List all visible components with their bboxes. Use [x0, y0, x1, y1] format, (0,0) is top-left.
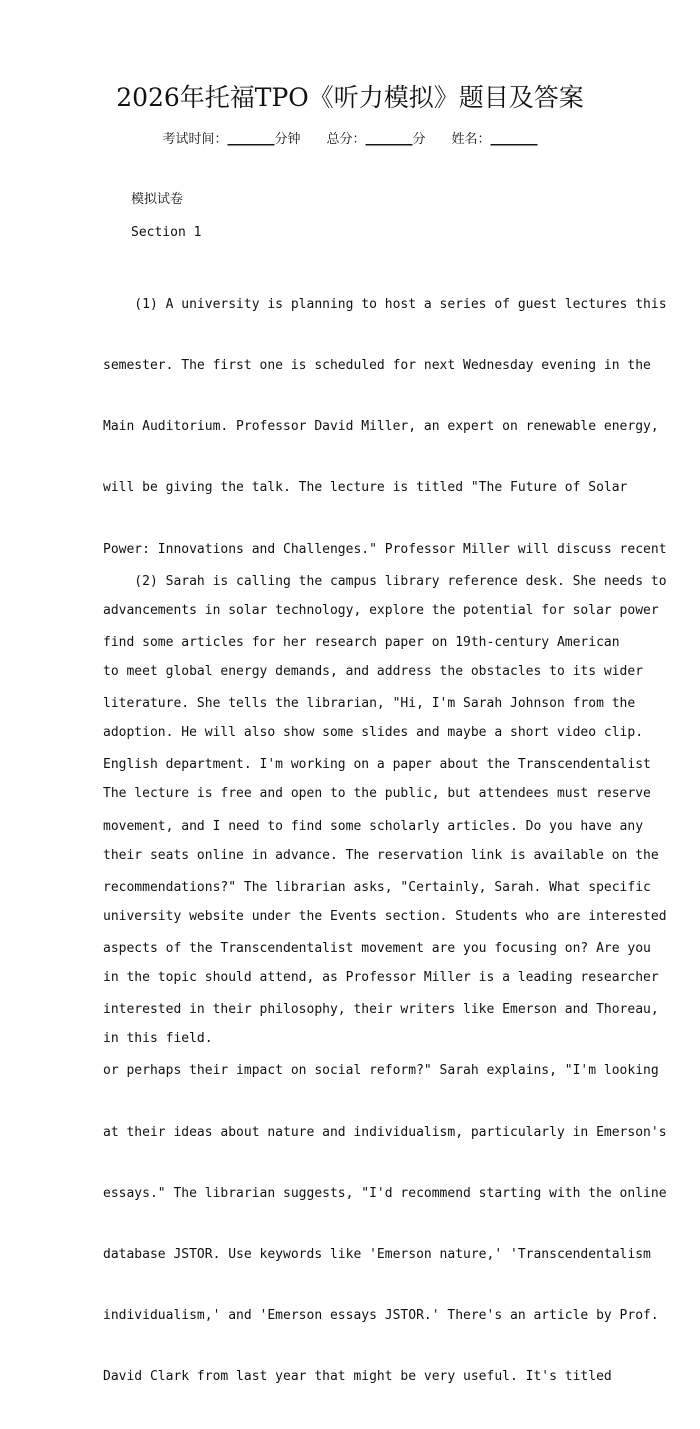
paragraph-line: to meet global energy demands, and address the obstacles to its wider: [103, 664, 644, 680]
paragraph-line: English department. I'm working on a paper about the Transcendentalist: [103, 757, 651, 773]
paragraph-line: their seats online in advance. The reservation link is available on the: [103, 847, 659, 863]
paragraph-line: The lecture is free and open to the public, but attendees must reserve: [103, 786, 651, 802]
document-title: 2026年托福TPO《听力模拟》题目及答案: [116, 83, 584, 112]
paragraph-line: movement, and I need to find some scholarly articles. Do you have any: [103, 818, 644, 834]
paragraph-line: in this field.: [103, 1031, 213, 1047]
section-heading: Section 1: [131, 225, 202, 240]
paragraph-line: find some articles for her research paper on 19th-century American: [103, 635, 620, 651]
paragraph-line: university website under the Events section. Students who are interested: [103, 908, 667, 924]
paragraph-line: recommendations?" The librarian asks, "Certainly, Sarah. What specific: [103, 879, 651, 895]
paragraph-line: or perhaps their impact on social reform?" Sarah explains, "I'm looking: [103, 1063, 659, 1079]
paragraph-line: Power: Innovations and Challenges." Professor Miller will discuss recent: [103, 541, 667, 557]
paragraph-line: at their ideas about nature and individualism, particularly in Emerson's: [103, 1124, 667, 1140]
paragraph-line: interested in their philosophy, their writers like Emerson and Thoreau,: [103, 1002, 659, 1018]
exam-meta-line: [0, 130, 700, 150]
paragraph-line: Main Auditorium. Professor David Miller, an expert on renewable energy,: [103, 419, 659, 435]
time-label: 考试时间：: [162, 132, 228, 147]
paragraph-line: aspects of the Transcendentalist movement are you focusing on? Are you: [103, 941, 651, 957]
score-blank: ______: [365, 132, 413, 147]
paragraph-line: advancements in solar technology, explore the potential for solar power: [103, 602, 659, 618]
paragraph-line: semester. The first one is scheduled for next Wednesday evening in the: [103, 358, 651, 374]
paragraph-line: will be giving the talk. The lecture is titled "The Future of Solar: [103, 480, 628, 496]
paragraph-line: essays." The librarian suggests, "I'd recommend starting with the online: [103, 1185, 667, 1201]
time-blank: ______: [227, 132, 275, 147]
paragraph-line: David Clark from last year that might be very useful. It's titled: [103, 1369, 612, 1385]
paragraph-line: adoption. He will also show some slides and maybe a short video clip.: [103, 725, 644, 741]
name-blank: ______: [490, 132, 538, 147]
paragraph-2: [103, 531, 667, 1429]
paragraph-line: database JSTOR. Use keywords like 'Emerson nature,' 'Transcendentalism: [103, 1247, 651, 1263]
score-unit: 分: [412, 132, 426, 147]
paragraph-line: (2) Sarah is calling the campus library reference desk. She needs to: [103, 573, 667, 589]
paragraph-line: individualism,' and 'Emerson essays JSTOR.' There's an article by Prof.: [103, 1308, 659, 1324]
paragraph-line: (1) A university is planning to host a series of guest lectures this: [103, 296, 667, 312]
name-label: 姓名：: [451, 132, 491, 147]
score-label: 总分：: [326, 132, 366, 147]
paragraph-line: literature. She tells the librarian, "Hi, I'm Sarah Johnson from the: [103, 696, 636, 712]
part-heading: 模拟试卷: [131, 192, 184, 207]
paragraph-line: in the topic should attend, as Professor Miller is a leading researcher: [103, 970, 659, 986]
time-unit: 分钟: [274, 132, 301, 147]
